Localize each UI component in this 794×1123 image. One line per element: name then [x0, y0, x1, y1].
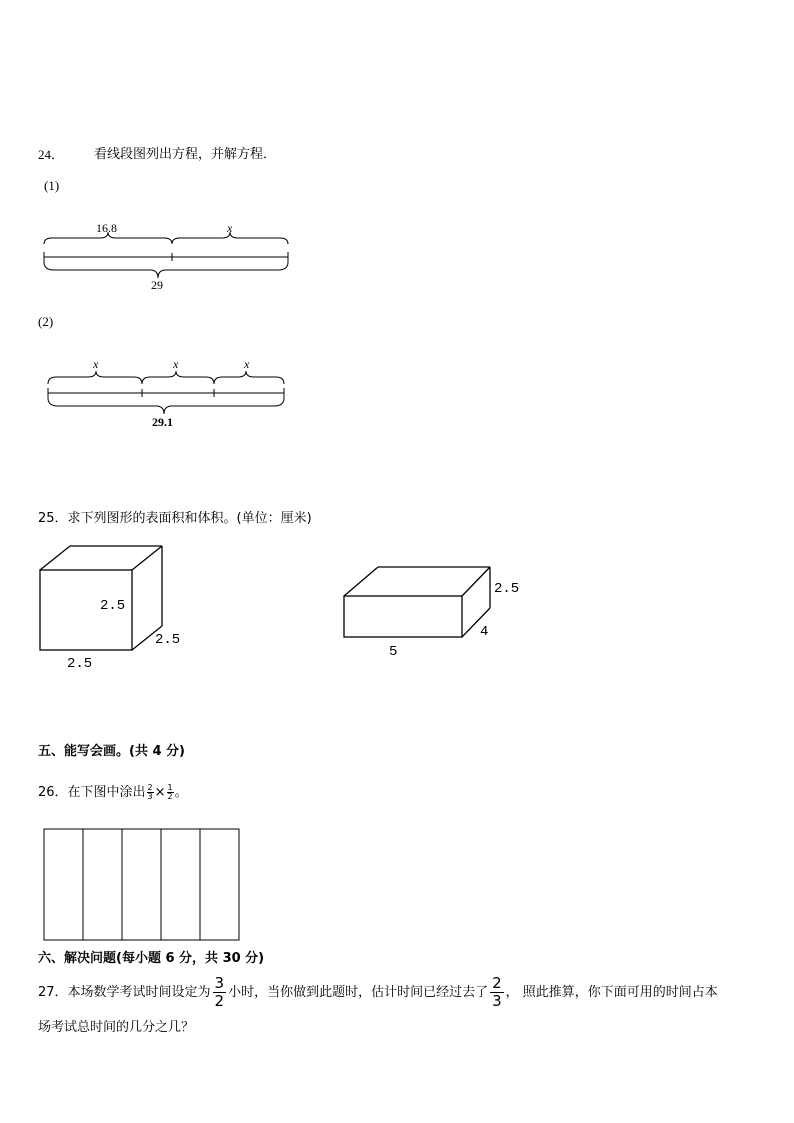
- q27-line-2: 场考试总时间的几分之几？: [38, 1020, 195, 1035]
- segment-1-label-x: x: [227, 221, 233, 235]
- segment-2-label-x2: x: [173, 357, 179, 371]
- segment-1-label-a: 16.8: [96, 221, 117, 235]
- box-depth-label: 4: [480, 624, 489, 640]
- q27-line-1: [38, 972, 718, 1012]
- cube-depth-label: 2.5: [155, 632, 181, 648]
- q24-instruction: 看线段图列出方程，并解方程．: [94, 147, 277, 162]
- q26-fraction-2-denominator: 2: [167, 792, 173, 801]
- q27-fraction-1-denominator: 2: [214, 991, 225, 1010]
- q24-number: 24．: [38, 147, 65, 162]
- segment-1-total: 29: [151, 278, 163, 292]
- q26-fraction-1-denominator: 3: [147, 792, 153, 801]
- q25-instruction: 25．求下列图形的表面积和体积。(单位：厘米): [38, 511, 312, 526]
- segment-2-total: 29.1: [152, 415, 173, 429]
- q27-part2: 小时，当你做到此题时，估计时间已经过去了: [228, 984, 489, 1000]
- q26-times: ×: [154, 785, 166, 800]
- cube-width-label: 2.5: [67, 656, 93, 672]
- q26-fraction-1-numerator: 2: [147, 783, 153, 792]
- section-6-title: 六、解决问题(每小题 6 分，共 30 分): [38, 951, 265, 966]
- q27-fraction-2-denominator: 3: [492, 991, 502, 1010]
- cube-height-label: 2.5: [100, 598, 126, 614]
- box-height-label: 2.5: [494, 581, 520, 597]
- q26-fraction-2-numerator: 1: [167, 783, 173, 792]
- q27-fraction-1: [213, 975, 227, 1010]
- q24-part1-label: (1): [44, 178, 60, 193]
- segment-2-label-x3: x: [244, 357, 250, 371]
- q27-fraction-1-numerator: 3: [214, 973, 225, 992]
- q26-suffix: 。: [174, 785, 188, 800]
- segment-2-label-x1: x: [93, 357, 99, 371]
- q24-part2-label: (2): [38, 314, 54, 329]
- q26-prefix: 26．在下图中涂出: [38, 785, 146, 800]
- q27-part1: 27．本场数学考试时间设定为: [38, 984, 211, 1000]
- box-length-label: 5: [389, 644, 398, 660]
- q27-part3: ， 照此推算，你下面可用的时间占本: [505, 984, 718, 1000]
- section-5-title: 五、能写会画。(共 4 分): [38, 744, 185, 759]
- q27-fraction-2: [490, 975, 504, 1010]
- q27-fraction-2-numerator: 2: [492, 973, 502, 992]
